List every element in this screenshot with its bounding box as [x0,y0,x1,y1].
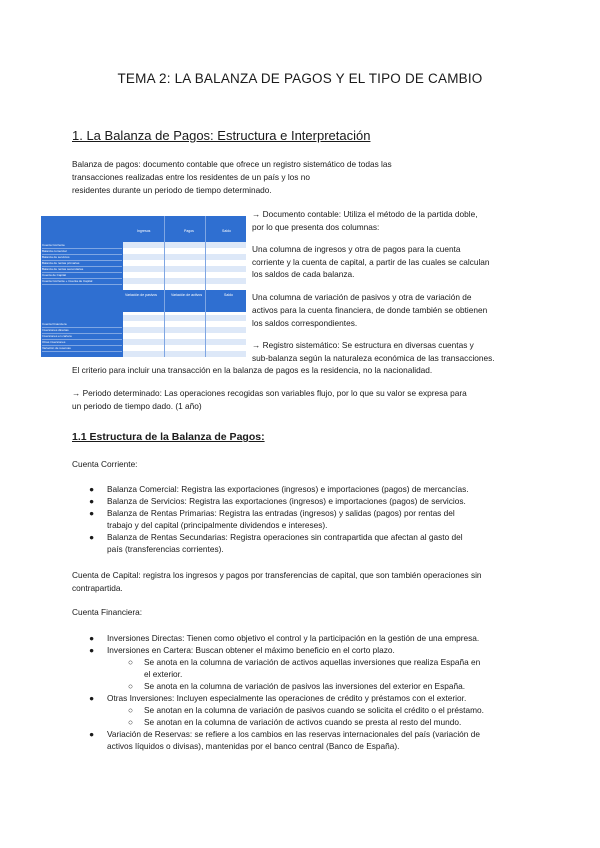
list-item: el exterior. [144,669,183,679]
table-row-label: Balanza comercial [42,248,122,255]
right-col-line-2: por lo que presenta dos columnas: [252,222,380,232]
cuenta-capital-line-2: contrapartida. [72,583,123,593]
table-row-label: Variación de reservas [42,345,122,352]
list-item: ● Variación de Reservas: se refiere a los cambios en las reservas internacionales del país (variación de [89,729,480,739]
intro-line-2: transacciones realizadas entre los residentes de un país y los no [72,172,310,182]
balance-table-image [41,216,246,357]
list-item: ○ Se anota en la columna de variación de activos aquellas inversiones que realiza España en [128,657,481,667]
list-item: ● Inversiones Directas: Tienen como objetivo el control y la participación en la gestión de una empresa. [89,633,480,643]
list-item: trabajo y del capital (principalmente dividendos e intereses). [107,520,328,530]
sub-bullet-icon: ○ [128,657,134,667]
sub-bullet-icon: ○ [128,705,134,715]
table-subheader-pasivos: Variación de pasivos [125,293,158,297]
right-col-line-6: Una columna de variación de pasivos y otra de variación de [252,292,472,302]
list-item: ● Balanza de Rentas Primarias: Registra las entradas (ingresos) y salidas (pagos) por rentas del [89,508,455,518]
sub-bullet-icon: ○ [128,717,134,727]
right-col-line-7: activos para la cuenta financiera, de donde también se obtienen [252,305,488,315]
table-header-saldo: Saldo [222,229,231,233]
table-row-label: Balanza de servicios [42,254,122,261]
cuenta-corriente-list [72,483,542,555]
table-row-label: Cuenta Corriente [42,242,122,249]
right-col-line-3: Una columna de ingresos y otra de pagos para la cuenta [252,244,461,254]
list-item: ● Inversiones en Cartera: Buscan obtener el máximo beneficio en el corto plazo. [89,645,395,655]
list-item: ○ Se anota en la columna de variación de pasivos las inversiones del exterior en España. [128,681,466,691]
list-item: ○ Se anotan en la columna de variación de activos cuando se presta al resto del mundo. [128,717,462,727]
bullet-icon: ● [89,496,95,506]
right-col-line-10: sub-balanza según la naturaleza económica de las transacciones. [252,353,495,363]
cuenta-financiera-label: Cuenta Financiera: [72,607,143,617]
right-col-line-5: los saldos de cada balanza. [252,269,355,279]
table-subheader-saldo: Saldo [224,293,233,297]
right-col-line-4: corriente y la cuenta de capital, a partir de las cuales se calculan [252,257,490,267]
right-col-line-9: → Registro sistemático: Se estructura en diversas cuentas y [252,340,474,350]
section-1-heading: 1. La Balanza de Pagos: Estructura e Interpretación [72,128,371,143]
bullet-icon: ● [89,633,95,643]
bullet-icon: ● [89,729,95,739]
list-item: ● Balanza de Rentas Secundarias: Registra operaciones sin contrapartida que afectan al gasto del [89,532,463,542]
bullet-icon: ● [89,693,95,703]
bullet-icon: ● [89,484,95,494]
list-item: ○ Se anotan en la columna de variación de pasivos cuando se solicita el crédito o el préstamo. [128,705,484,715]
document-title: TEMA 2: LA BALANZA DE PAGOS Y EL TIPO DE CAMBIO [117,71,483,86]
table-row-label: Inversiones en cartera [42,333,122,340]
cuenta-corriente-label: Cuenta Corriente: [72,459,138,469]
bullet-icon: ● [89,532,95,542]
table-row-label: Balanza de rentas primarias [42,260,122,267]
table-row-label: Balanza de rentas secundarias [42,266,122,273]
right-col-line-8: los saldos correspondientes. [252,318,358,328]
cuenta-financiera-list [72,632,542,752]
table-header-ingresos: Ingresos [137,229,151,233]
list-item: ● Otras Inversiones: Incluyen especialmente las operaciones de crédito y préstamos con el exterior. [89,693,467,703]
sub-bullet-icon: ○ [128,681,134,691]
periodo-line-2: un periodo de tiempo dado. (1 año) [72,401,202,411]
table-row-label: Cuenta de Capital [42,272,122,279]
table-row-label: Inversiones directas [42,327,122,334]
list-item: ● Balanza Comercial: Registra las exportaciones (ingresos) e importaciones (pagos) de mercancías. [89,484,469,494]
list-item: ● Balanza de Servicios: Registra las exportaciones (ingresos) e importaciones (pagos) de servicios. [89,496,466,506]
bullet-icon: ● [89,645,95,655]
right-col-line-1: → Documento contable: Utiliza el método de la partida doble, [252,209,478,219]
criterio-paragraph: El criterio para incluir una transacción en la balanza de pagos es la residencia, no la nacionalidad. [72,365,433,375]
section-1-1-heading: 1.1 Estructura de la Balanza de Pagos: [72,431,265,443]
intro-line-1: Balanza de pagos: documento contable que ofrece un registro sistemático de todas las [72,159,392,169]
list-item: activos líquidos o divisas), mantenidas por el banco central (Banco de España). [107,741,400,751]
table-row-label: Cuenta Financiera [42,321,122,328]
bullet-icon: ● [89,508,95,518]
list-item: país (transferencias corrientes). [107,544,224,554]
table-row-label: Cuenta Corriente + Cuenta de Capital [42,278,122,285]
intro-line-3: residentes durante un periodo de tiempo determinado. [72,185,272,195]
table-header-pagos: Pagos [184,229,194,233]
table-subheader-activos: Variación de activos [171,293,203,297]
periodo-line-1: → Periodo determinado: Las operaciones recogidas son variables flujo, por lo que su valor se expresa para [72,388,467,398]
cuenta-capital-line-1: Cuenta de Capital: registra los ingresos y pagos por transferencias de capital, que son también operaciones sin [72,570,482,580]
table-row-label: Otras inversiones [42,339,122,346]
